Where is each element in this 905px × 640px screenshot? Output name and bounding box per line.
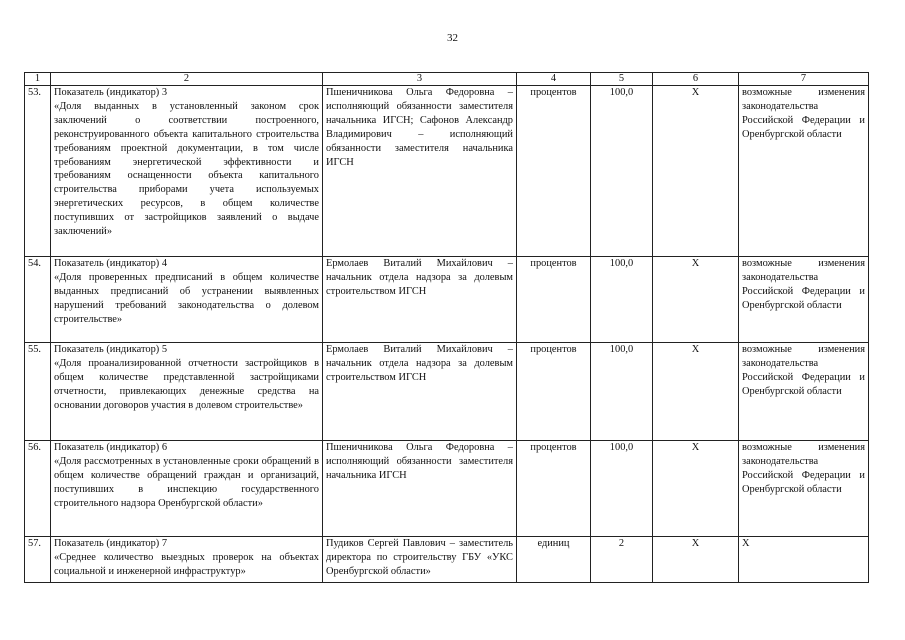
table-row [25,257,869,343]
unit-cell: единиц [517,537,591,583]
header-row [25,73,869,86]
indicators-table [24,72,869,583]
unit-cell: процентов [517,441,591,537]
header-cell-4: 4 [517,73,591,86]
col6-cell: Х [653,257,739,343]
unit-cell: процентов [517,86,591,257]
col6-cell: Х [653,537,739,583]
indicator-title: Показатель (индикатор) 7 [54,538,168,549]
unit-cell: процентов [517,257,591,343]
indicator-description: «Среднее количество выездных проверок на объектах социальной и инженерной инфраструктур» [54,551,319,577]
row-number: 53. [25,86,51,257]
col6-cell: Х [653,343,739,441]
indicator-title: Показатель (индикатор) 6 [54,442,168,453]
row-number: 57. [25,537,51,583]
header-cell-3: 3 [323,73,517,86]
indicator-cell [51,257,323,343]
value-cell: 100,0 [591,441,653,537]
table-row [25,86,869,257]
indicator-title: Показатель (индикатор) 3 [54,87,168,98]
responsible-cell: Пшеничникова Ольга Федоровна – исполняющий обязанности заместителя начальника ИГСН [323,441,517,537]
value-cell: 100,0 [591,257,653,343]
indicator-description: «Доля проанализированной отчетности застройщиков в общем количестве представленной застройщиками отчетности, привлекающих денежные средства на основании договоров участия в долевом строительстве» [54,357,319,411]
row-number: 56. [25,441,51,537]
col6-cell: Х [653,86,739,257]
responsible-cell: Пудиков Сергей Павлович – заместитель директора по строительству ГБУ «УКС Оренбургской области» [323,537,517,583]
indicator-description: «Доля рассмотренных в установленные сроки обращений в общем количестве обращений граждан и организаций, поступивших в инспекцию государственного строительного надзора Оренбургской области» [54,455,319,509]
note-cell: возможные изменения законодательства Российской Федерации и Оренбургской области [739,441,869,537]
header-cell-7: 7 [739,73,869,86]
row-number: 54. [25,257,51,343]
indicator-cell [51,86,323,257]
header-cell-5: 5 [591,73,653,86]
note-cell: возможные изменения законодательства Российской Федерации и Оренбургской области [739,257,869,343]
indicator-description: «Доля выданных в установленный законом срок заключений о соответствии построенного, реконструированного объекта капитального строительства требованиям проектной документации, в том числе требованиям энергетической эффективности и требованиям оснащенности объекта капитального строительства приборами учета используемых энергетических ресурсов, в общем количестве поступивших от застройщиков заявлений о выдаче заключений» [54,100,319,238]
header-cell-6: 6 [653,73,739,86]
value-cell: 100,0 [591,343,653,441]
header-cell-1: 1 [25,73,51,86]
col6-cell: Х [653,441,739,537]
indicator-description: «Доля проверенных предписаний в общем количестве выданных предписаний об устранении выявленных нарушений требований законодательства о долевом строительстве» [54,271,319,325]
table-row [25,537,869,583]
unit-cell: процентов [517,343,591,441]
note-cell: возможные изменения законодательства Российской Федерации и Оренбургской области [739,86,869,257]
responsible-cell: Ермолаев Виталий Михайлович – начальник отдела надзора за долевым строительством ИГСН [323,257,517,343]
note-cell: возможные изменения законодательства Российской Федерации и Оренбургской области [739,343,869,441]
table-row [25,441,869,537]
indicator-cell [51,537,323,583]
page-number: 32 [447,32,458,44]
value-cell: 2 [591,537,653,583]
indicator-title: Показатель (индикатор) 5 [54,344,168,355]
header-cell-2: 2 [51,73,323,86]
table-row [25,343,869,441]
indicator-title: Показатель (индикатор) 4 [54,258,168,269]
indicator-cell [51,441,323,537]
note-cell: Х [739,537,869,583]
value-cell: 100,0 [591,86,653,257]
indicator-cell [51,343,323,441]
responsible-cell: Ермолаев Виталий Михайлович – начальник отдела надзора за долевым строительством ИГСН [323,343,517,441]
row-number: 55. [25,343,51,441]
responsible-cell: Пшеничникова Ольга Федоровна – исполняющий обязанности заместителя начальника ИГСН; Сафонов Александр Владимирович – исполняющий обязанности заместителя начальника ИГСН [323,86,517,257]
